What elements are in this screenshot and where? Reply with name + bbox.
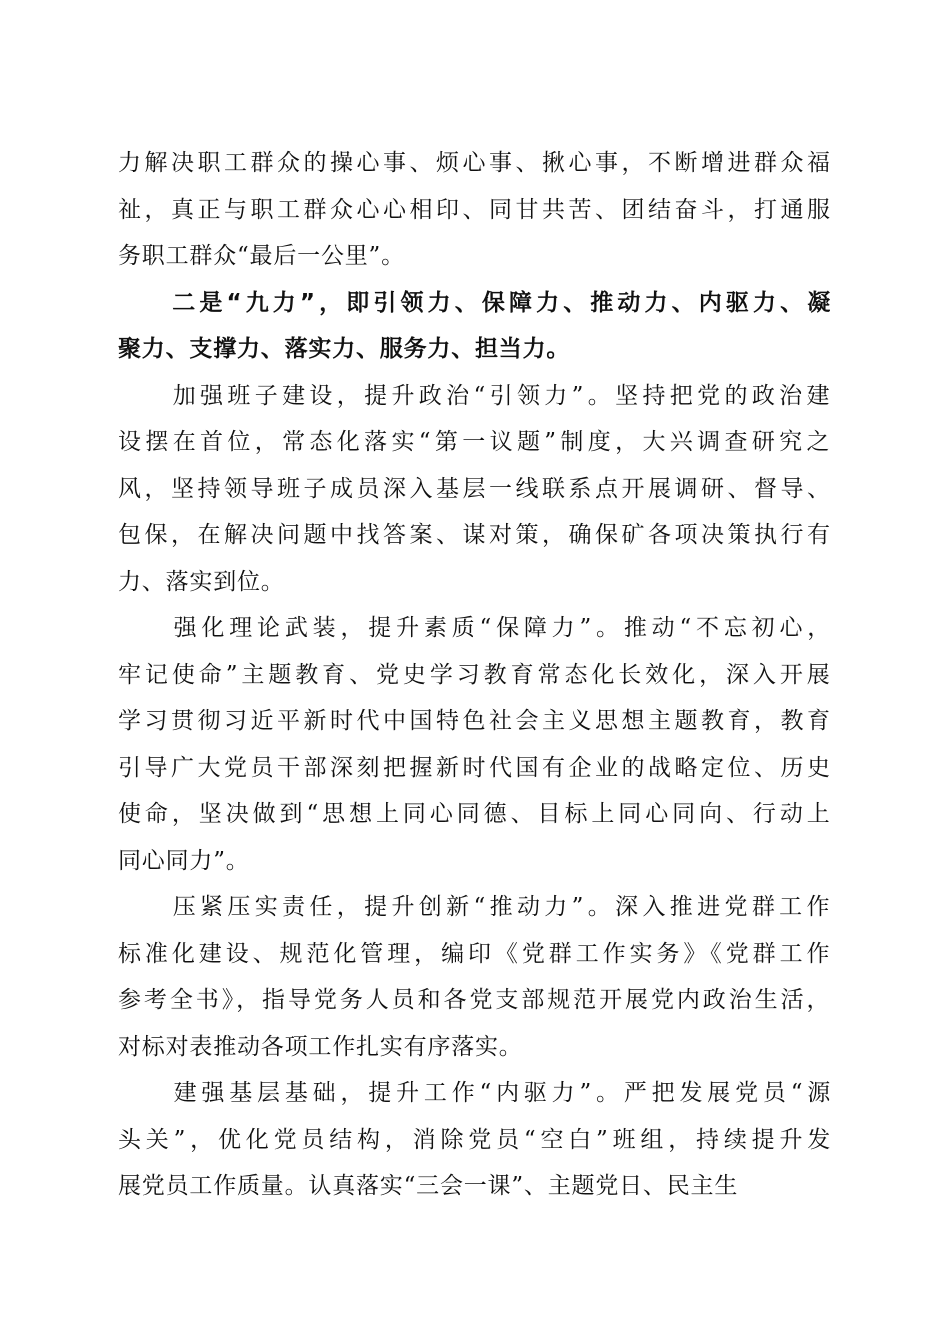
- text-line: 牢记使命”主题教育、党史学习教育常态化长效化，深入开展: [118, 661, 834, 688]
- paragraph-driving-force: [118, 884, 834, 1070]
- text-line: 使命，坚决做到“思想上同心同德、目标上同心同向、行动上: [118, 801, 834, 827]
- text-line: 对标对表推动各项工作扎实有序落实。: [118, 1033, 523, 1060]
- text-line: 强化理论武装，提升素质“保障力”。推动“不忘初心，: [118, 615, 836, 641]
- paragraph-guarantee: [118, 605, 836, 884]
- text-line: 力、落实到位。: [118, 568, 285, 595]
- text-line: 建强基层基础，提升工作“内驱力”。严把发展党员“源: [118, 1080, 836, 1106]
- text-line: 务职工群众“最后一公里”。: [118, 243, 405, 269]
- text-line: 力解决职工群众的操心事、烦心事、揪心事，不断增进群众福: [118, 150, 834, 176]
- heading-line: 聚力、支撑力、落实力、服务力、担当力。: [118, 336, 571, 362]
- paragraph-service-conclusion: [118, 140, 834, 280]
- text-line: 引导广大党员干部深刻把握新时代国有企业的战略定位、历史: [118, 754, 834, 781]
- text-line: 头关”，优化党员结构，消除党员“空白”班组，持续提升发: [118, 1126, 836, 1153]
- text-line: 展党员工作质量。认真落实“三会一课”、主题党日、民主生: [118, 1173, 739, 1199]
- document-body: [118, 140, 836, 1210]
- paragraph-leadership: [118, 373, 834, 606]
- text-line: 加强班子建设，提升政治“引领力”。坚持把党的政治建: [118, 382, 834, 409]
- heading-line: 二是“九力”，即引领力、保障力、推动力、内驱力、凝: [118, 289, 835, 316]
- text-line: 同心同力”。: [118, 847, 250, 874]
- text-line: 学习贯彻习近平新时代中国特色社会主义思想主题教育，教育: [118, 708, 834, 734]
- paragraph-internal-drive: [118, 1070, 836, 1210]
- text-line: 包保，在解决问题中找答案、谋对策，确保矿各项决策执行有: [118, 522, 834, 548]
- text-line: 标准化建设、规范化管理，编印《党群工作实务》《党群工作: [118, 940, 834, 967]
- paragraph-nine-forces-heading: [118, 280, 835, 373]
- text-line: 祉，真正与职工群众心心相印、同甘共苦、团结奋斗，打通服: [118, 196, 834, 223]
- text-line: 风，坚持领导班子成员深入基层一线联系点开展调研、督导、: [118, 475, 834, 502]
- text-line: 参考全书》，指导党务人员和各党支部规范开展党内政治生活，: [118, 987, 833, 1013]
- text-line: 设摆在首位，常态化落实“第一议题”制度，大兴调查研究之: [118, 429, 834, 455]
- text-line: 压紧压实责任，提升创新“推动力”。深入推进党群工作: [118, 894, 834, 920]
